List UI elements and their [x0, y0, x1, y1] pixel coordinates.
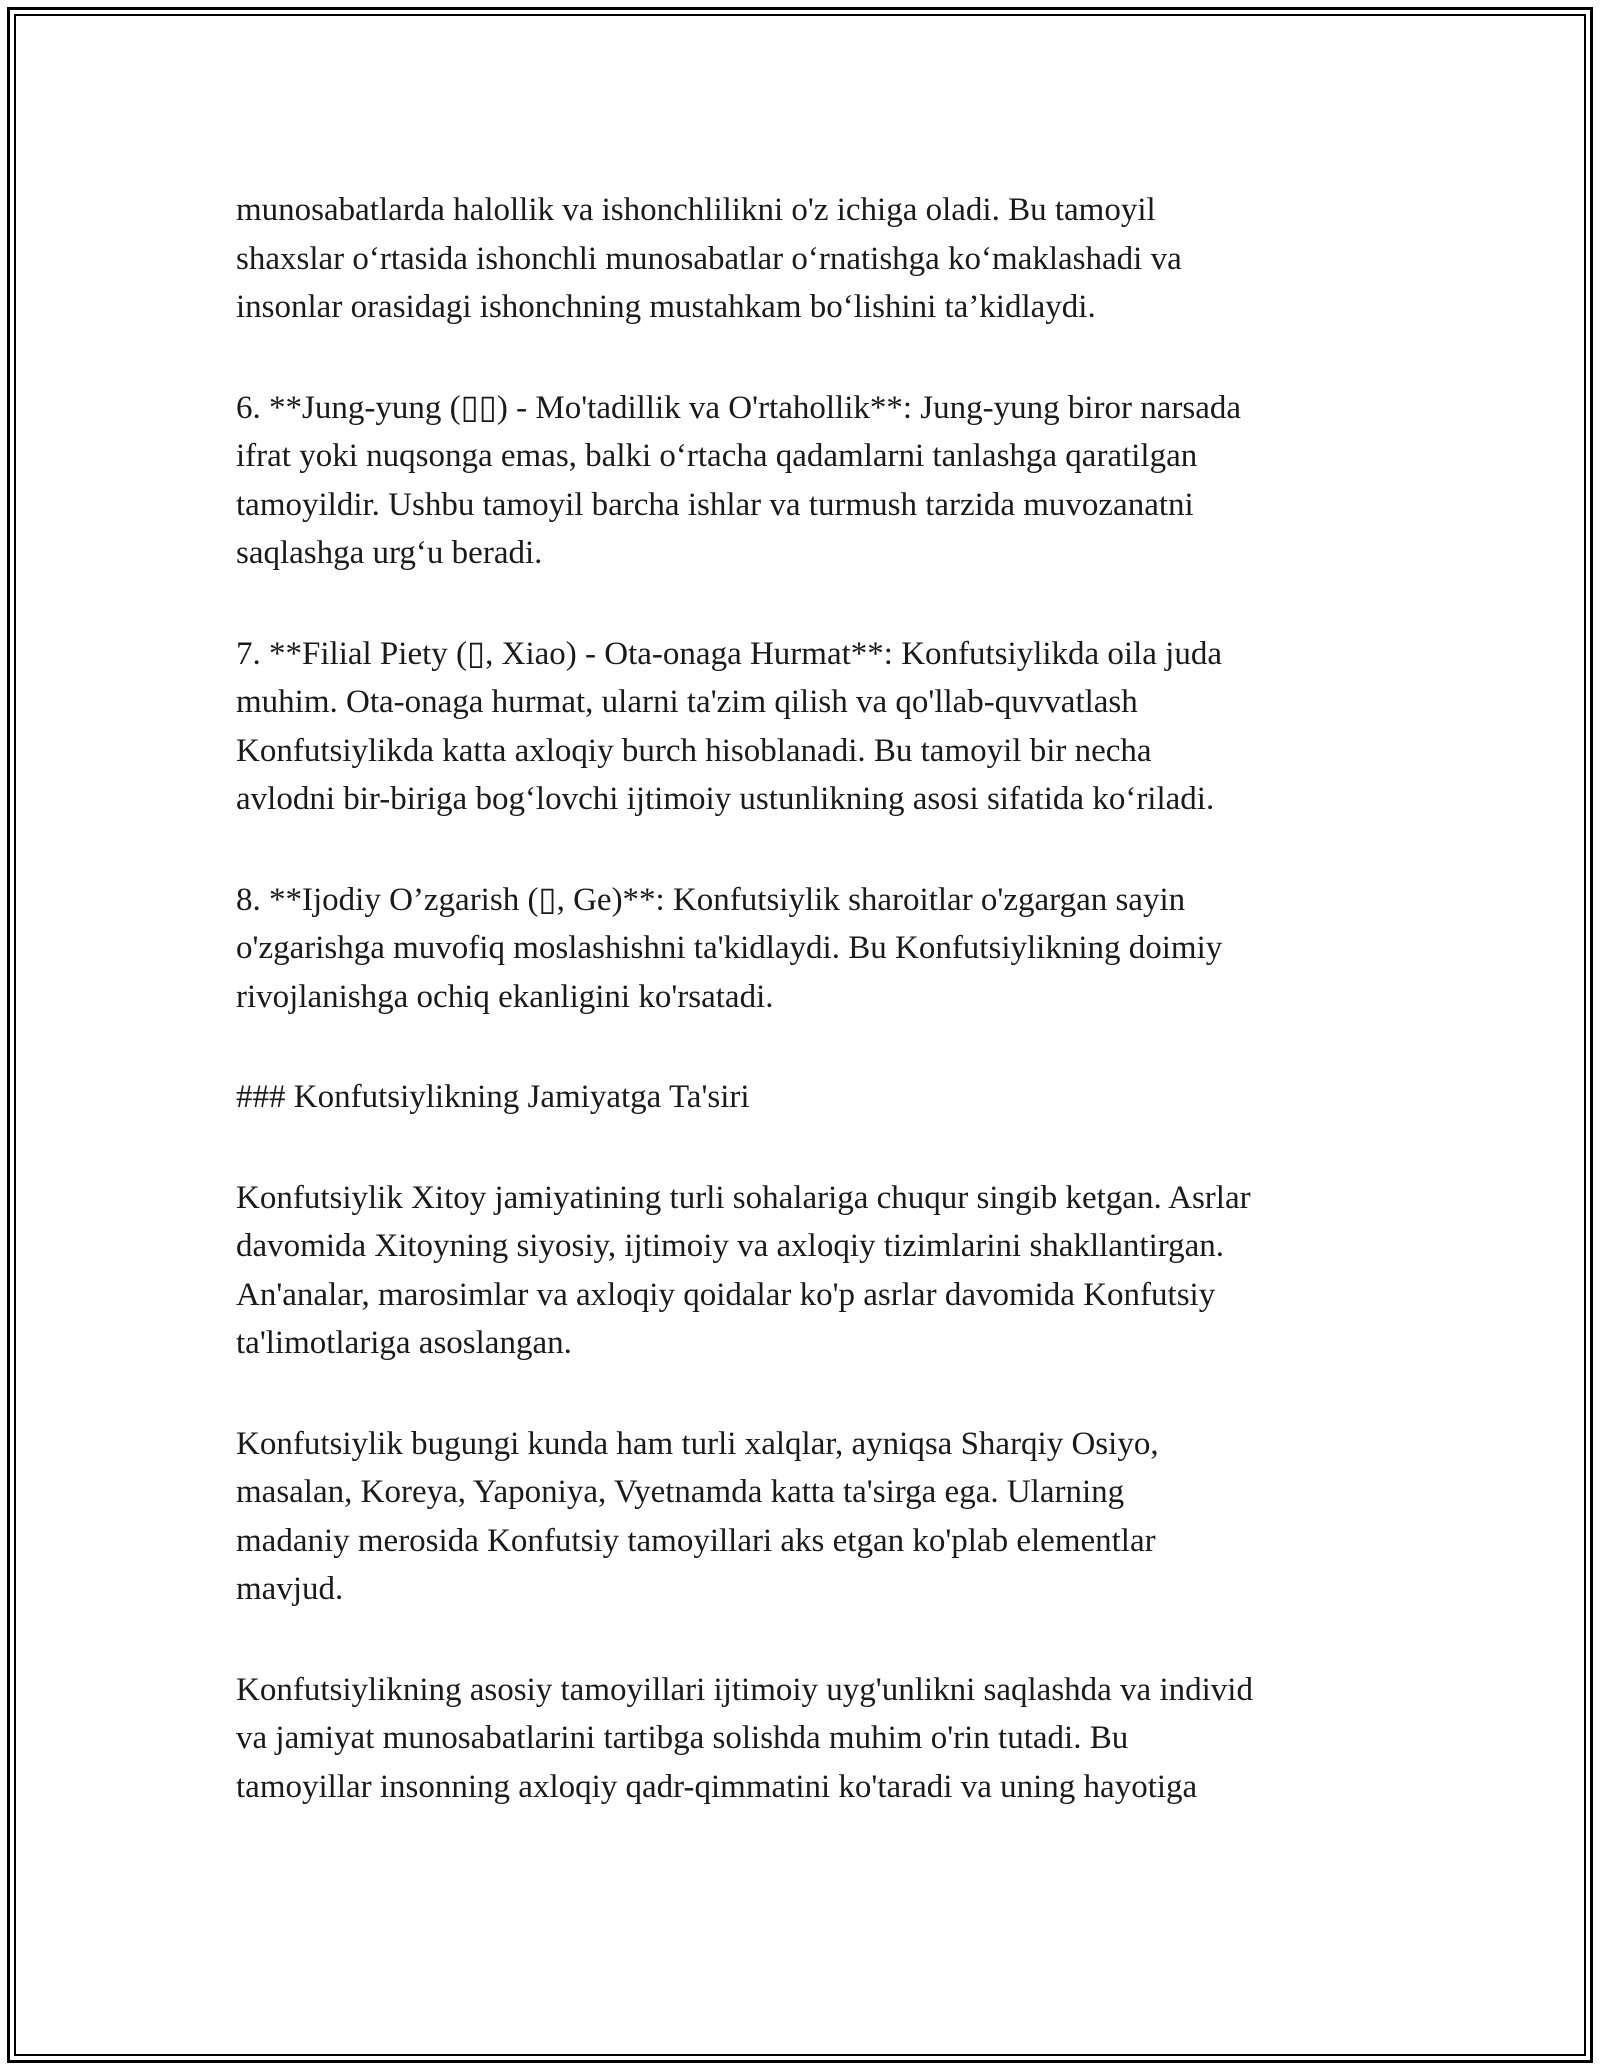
text-line: 6. **Jung-yung (▯▯) - Mo'tadillik va O'rtahollik**: Jung-yung biror narsada [236, 389, 1242, 426]
text-line: Konfutsiylikning asosiy tamoyillari ijtimoiy uyg'unlikni saqlashda va individ [236, 1671, 1253, 1708]
text-line: o'zgarishga muvofiq moslashishni ta'kidlaydi. Bu Konfutsiylikning doimiy [236, 930, 1223, 966]
text-line: tamoyillar insonning axloqiy qadr-qimmatini ko'taradi va uning hayotiga [236, 1768, 1198, 1805]
list-item-7-filial-piety [236, 630, 1386, 824]
paragraph-influence-east-asia [236, 1420, 1386, 1614]
text-line: An'analar, marosimlar va axloqiy qoidalar ko'p asrlar davomida Konfutsiy [236, 1276, 1216, 1313]
text-line: Konfutsiylik bugungi kunda ham turli xalqlar, ayniqsa Sharqiy Osiyo, [236, 1425, 1159, 1462]
text-line: Konfutsiylik Xitoy jamiyatining turli sohalariga chuqur singib ketgan. Asrlar [236, 1179, 1251, 1216]
heading-text: ### Konfutsiylikning Jamiyatga Ta'siri [236, 1079, 750, 1115]
text-line: ta'limotlariga asoslangan. [236, 1325, 572, 1361]
document-body [236, 186, 1386, 1863]
text-line: rivojlanishga ochiq ekanligini ko'rsatadi. [236, 978, 774, 1015]
text-line: insonlar orasidagi ishonchning mustahkam bo‘lishini ta’kidlaydi. [236, 289, 1096, 325]
list-item-6-jung-yung [236, 384, 1386, 578]
text-line: tamoyildir. Ushbu tamoyil barcha ishlar va turmush tarzida muvozanatni [236, 486, 1194, 523]
text-line: Konfutsiylikda katta axloqiy burch hisoblanadi. Bu tamoyil bir necha [236, 732, 1152, 769]
paragraph-core-principles [236, 1666, 1386, 1812]
list-item-8-ijodiy-ozgarish [236, 876, 1386, 1022]
text-line: munosabatlarda halollik va ishonchlilikni o'z ichiga oladi. Bu tamoyil [236, 192, 1156, 228]
text-line: shaxslar o‘rtasida ishonchli munosabatlar o‘rnatishga ko‘maklashadi va [236, 240, 1182, 277]
text-line: ifrat yoki nuqsonga emas, balki o‘rtacha qadamlarni tanlashga qaratilgan [236, 438, 1198, 474]
text-line: muhim. Ota-onaga hurmat, ularni ta'zim qilish va qo'llab-quvvatlash [236, 684, 1138, 720]
text-line: mavjud. [236, 1571, 344, 1607]
text-line: va jamiyat munosabatlarini tartibga solishda muhim o'rin tutadi. Bu [236, 1720, 1129, 1756]
section-heading [236, 1073, 1386, 1122]
text-line: avlodni bir-biriga bog‘lovchi ijtimoiy ustunlikning asosi sifatida ko‘riladi. [236, 781, 1215, 817]
text-line: 7. **Filial Piety (▯, Xiao) - Ota-onaga Hurmat**: Konfutsiylikda oila juda [236, 635, 1222, 672]
text-line: masalan, Koreya, Yaponiya, Vyetnamda katta ta'sirga ega. Ularning [236, 1474, 1125, 1510]
text-line: 8. **Ijodiy O’zgarish (▯, Ge)**: Konfutsiylik sharoitlar o'zgargan sayin [236, 881, 1186, 918]
text-line: davomida Xitoyning siyosiy, ijtimoiy va axloqiy tizimlarini shakllantirgan. [236, 1228, 1225, 1264]
paragraph-trust-continuation [236, 186, 1386, 332]
text-line: madaniy merosida Konfutsiy tamoyillari aks etgan ko'plab elementlar [236, 1522, 1156, 1559]
text-line: saqlashga urg‘u beradi. [236, 535, 543, 571]
paragraph-influence-china [236, 1174, 1386, 1368]
